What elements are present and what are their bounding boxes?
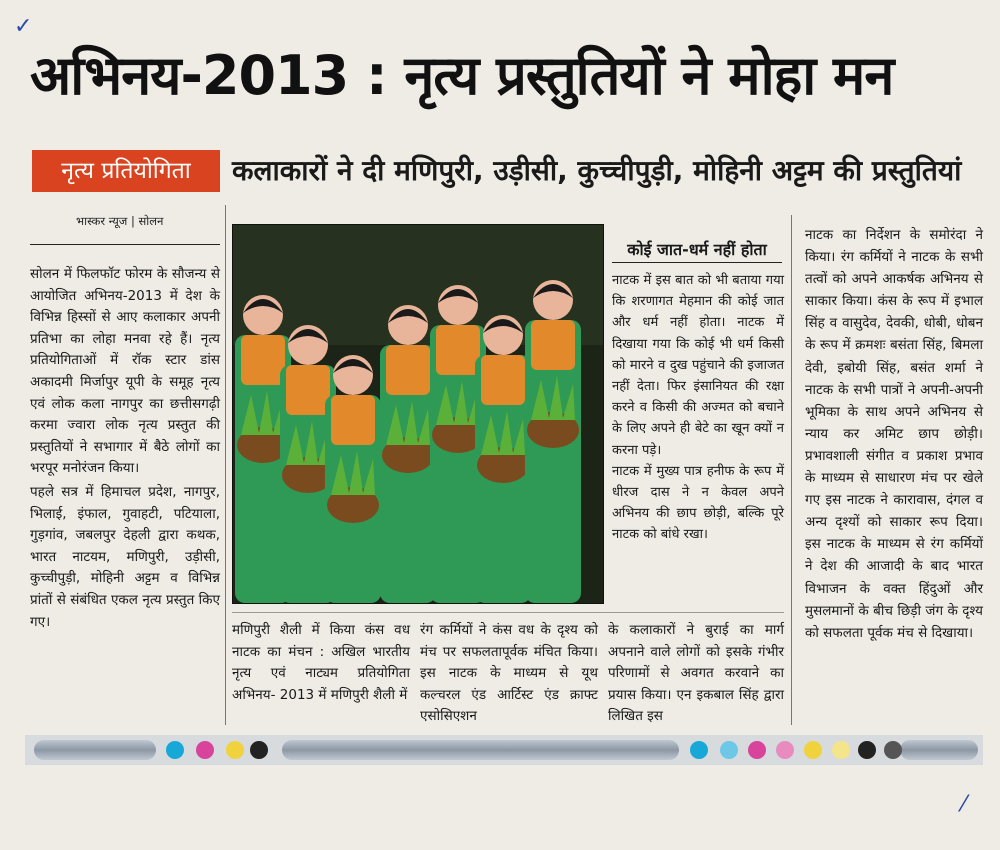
pen-mark-icon: ⁄: [962, 792, 966, 817]
column-divider: [225, 205, 226, 725]
dancer-top: [286, 365, 330, 415]
dancer-top: [481, 355, 525, 405]
article-column-1: [30, 264, 220, 633]
column-divider: [791, 215, 792, 725]
dancer-top: [531, 320, 575, 370]
paragraph: नाटक में मुख्य पात्र हनीफ के रूप में धीरज दास ने न केवल अपने अभिनय की छाप छोड़ी, बल्कि पूरे नाटक को बांधे रखा।: [612, 463, 784, 543]
yellow-dot: [226, 741, 244, 759]
magenta-dot: [748, 741, 766, 759]
divider: [232, 612, 784, 613]
article-column-4: [608, 620, 784, 728]
paragraph: के कलाकारों ने बुराई का मार्ग अपनाने वाले लोगों को इसके गंभीर परिणामों से अवगत करवाने का प्रयास किया। एन इकबाल सिंह द्वारा लिखित इस: [608, 622, 784, 725]
article-column-2: [232, 620, 410, 706]
headline: अभिनय-2013 : नृत्य प्रस्तुतियों ने मोहा मन: [30, 44, 894, 107]
dancer-top: [436, 325, 480, 375]
article-column-5: [805, 224, 983, 644]
section-badge: नृत्य प्रतियोगिता: [32, 150, 220, 192]
dancer-top: [386, 345, 430, 395]
box-text: [612, 270, 784, 546]
registration-bar: [282, 740, 679, 760]
black-dot: [884, 741, 902, 759]
pen-mark-icon: ✓: [14, 14, 33, 39]
registration-bar: [34, 740, 156, 760]
paragraph: नाटक का निर्देशन के समोरंदा ने किया। रंग कर्मियों ने नाटक के सभी तत्वों को अपने आकर्षक अभिनय से साकार किया। कंस के रूप में इभाल सिंह व वासुदेव, देवकी, धोबी, धोबन के रूप में क्रमशः बसंता सिंह, बिमला देवी, इबोयी सिंह, बसंत शर्मा ने नाटक के सभी पात्रों ने अपनी-अपनी भूमिका के साथ अपने अभिनय से न्याय कर अमिट छाप छोड़ी। प्रभावशाली संगीत व प्रकाश प्रभाव के माध्यम से साधारण मंच पर खेले गए इस नाटक ने कारावास, दंगल व अन्य दृश्यों को साकार रूप दिया। इस नाटक के माध्यम से रंग कर्मियों ने देश की आजादी के बाद भारत विभाजन के वक्त हिंदुओं और मुसलमानों के बीच छिड़ी जंग के दृश्य को सफलता पूर्वक मंच से दिखाया।: [805, 227, 983, 641]
divider: [30, 244, 220, 245]
cyan-dot: [720, 741, 738, 759]
magenta-dot: [776, 741, 794, 759]
dance-photo: [232, 224, 604, 604]
article-column-3: [420, 620, 598, 728]
cyan-dot: [166, 741, 184, 759]
box-title: कोई जात-धर्म नहीं होता: [627, 240, 767, 259]
paragraph: मणिपुरी शैली में किया कंस वध नाटक का मंचन : अखिल भारतीय नृत्य एवं नाट्यम प्रतियोगिता अभिनय- 2013 में मणिपुरी शैली में: [232, 622, 410, 703]
dancer-top: [241, 335, 285, 385]
paragraph: पहले सत्र में हिमाचल प्रदेश, नागपुर, भिलाई, इंफाल, गुवाहटी, पटियाला, गुड़गांव, जबलपुर देहली द्वारा कथक, भारत नाटयम, मणिपुरी, उड़ीसी, कुच्चीपुड़ी, मोहिनी अट्टम व विभिन्न प्रांतों से संबंधित एकल नृत्य प्रस्तुत किए गए।: [30, 483, 220, 630]
yellow-dot: [832, 741, 850, 759]
box-rule: [612, 262, 782, 263]
byline: भास्कर न्यूज | सोलन: [76, 214, 164, 228]
dancer-top: [331, 395, 375, 445]
yellow-dot: [804, 741, 822, 759]
paragraph: रंग कर्मियों ने कंस वध के दृश्य को मंच पर सफलतापूर्वक मंचित किया। इस नाटक के माध्यम से यूथ कल्चरल एंड आर्टिस्ट एंड क्राफ्ट एसोसिएशन: [420, 622, 598, 725]
cyan-dot: [690, 741, 708, 759]
subheadline: कलाकारों ने दी मणिपुरी, उड़ीसी, कुच्चीपुड़ी, मोहिनी अट्टम की प्रस्तुतियां: [232, 154, 962, 187]
black-dot: [858, 741, 876, 759]
magenta-dot: [196, 741, 214, 759]
registration-bar: [900, 740, 978, 760]
black-dot: [250, 741, 268, 759]
paragraph: सोलन में फिलफॉट फोरम के सौजन्य से आयोजित अभिनय-2013 में देश के विभिन्न हिस्सों से आए कलाकार अपनी प्रतिभा का लोहा मनवा रहे हैं। नृत्य प्रतियोगिताओं में रॉक स्टार डांस अकादमी मिर्जापुर यूपी के समूह नृत्य एवं लोक कला नागपुर का छत्तीसगढ़ी करमा ज्वारा लोक नृत्य प्रस्तुत की प्रस्तुतियों ने सभागार में बैठे लोगों का भरपूर मनोरंजन किया।: [30, 266, 220, 477]
dancers-image: [233, 225, 603, 603]
paragraph: नाटक में इस बात को भी बताया गया कि शरणागत मेहमान की कोई जात और धर्म नहीं होता। नाटक में दिखाया गया कि कोई भी धर्म किसी को मारने व दुख पहुंचाने की इजाजत नहीं देता। फिर इंसानियत की रक्षा करने व किसी की अज्मत को बचाने के लिए अपने ही बेटे का खून क्यों न करना पड़े।: [612, 273, 784, 458]
